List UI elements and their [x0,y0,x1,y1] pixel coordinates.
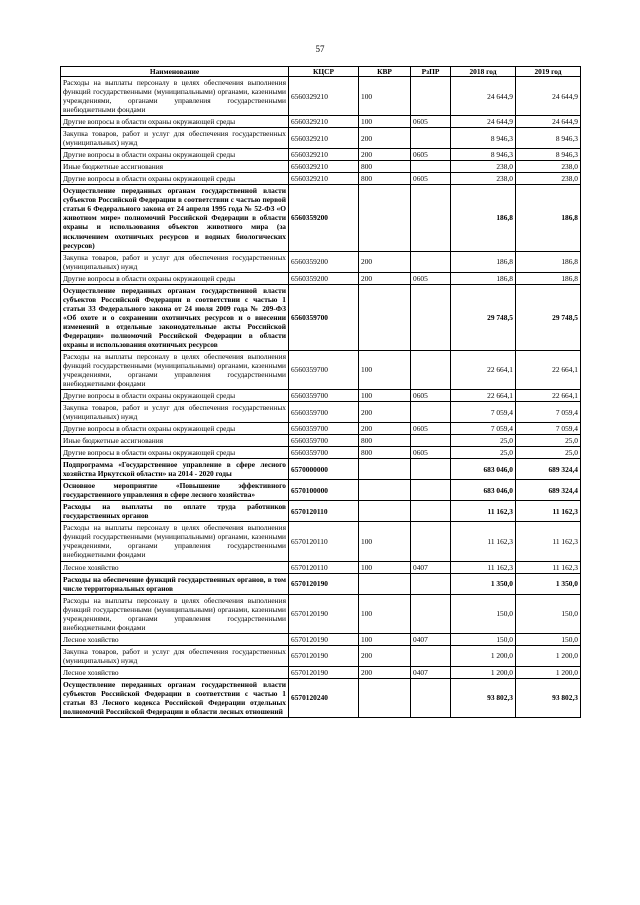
row-kvr: 100 [359,77,411,116]
row-kvr: 100 [359,561,411,573]
row-kvr [359,678,411,717]
row-kvr: 200 [359,272,411,284]
row-2019: 689 324,4 [516,480,581,501]
header-kvr: КВР [359,67,411,77]
table-row [61,447,581,459]
row-2018: 29 748,5 [451,284,516,350]
table-row [61,423,581,435]
row-kvr: 200 [359,128,411,149]
row-2019: 25,0 [516,435,581,447]
row-name: Расходы на выплаты по оплате труда работников государственных органов [61,501,289,522]
row-name: Осуществление переданных органам государственной власти субъектов Российской Федерации в соответствии с частью 1 статьи 33 Федерального закона от 24 июля 2009 года № 209-ФЗ «Об охоте и о сохранении охотничьих ресурсов и о внесении изменений в отдельные законодательные акты Российской Федерации» полномочий Российской Федерации в области охраны и использования охотничьих ресурсов [61,284,289,350]
row-kcsr: 6560359700 [289,402,359,423]
row-kvr: 100 [359,594,411,633]
row-2019: 238,0 [516,161,581,173]
row-name: Другие вопросы в области охраны окружающей среды [61,149,289,161]
table-row [61,390,581,402]
row-2019: 22 664,1 [516,390,581,402]
row-name: Осуществление переданных органам государственной власти субъектов Российской Федерации в соответствии с частью 1 статьи 83 Лесного кодекса Российской Федерации отдельных полномочий Российской Федерации в области лесных отношений [61,678,289,717]
row-2018: 150,0 [451,594,516,633]
row-kcsr: 6560329210 [289,116,359,128]
row-kcsr: 6560359200 [289,272,359,284]
row-name: Иные бюджетные ассигнования [61,435,289,447]
table-row [61,77,581,116]
table-row [61,501,581,522]
row-rzpr [411,161,451,173]
row-rzpr: 0605 [411,116,451,128]
table-row [61,173,581,185]
row-name: Закупка товаров, работ и услуг для обеспечения государственных (муниципальных) нужд [61,645,289,666]
row-2019: 22 664,1 [516,350,581,389]
row-name: Закупка товаров, работ и услуг для обеспечения государственных (муниципальных) нужд [61,402,289,423]
header-name: Наименование [61,67,289,77]
row-kvr: 100 [359,116,411,128]
row-2018: 1 200,0 [451,666,516,678]
header-kcsr: КЦСР [289,67,359,77]
row-2018: 22 664,1 [451,390,516,402]
row-rzpr [411,594,451,633]
row-rzpr [411,678,451,717]
row-rzpr [411,522,451,561]
table-row [61,149,581,161]
row-kvr [359,573,411,594]
table-row [61,116,581,128]
row-2019: 8 946,3 [516,128,581,149]
row-rzpr: 0605 [411,447,451,459]
row-2018: 25,0 [451,447,516,459]
row-2018: 24 644,9 [451,116,516,128]
row-2018: 1 200,0 [451,645,516,666]
row-2019: 7 059,4 [516,423,581,435]
table-row [61,435,581,447]
row-kcsr: 6570120190 [289,645,359,666]
row-name: Основное мероприятие «Повышение эффективного государственного управления в сфере лесного хозяйства» [61,480,289,501]
row-2019: 689 324,4 [516,459,581,480]
row-kvr: 100 [359,522,411,561]
row-rzpr [411,185,451,251]
row-name: Другие вопросы в области охраны окружающей среды [61,447,289,459]
table-row [61,645,581,666]
row-kvr: 800 [359,447,411,459]
row-2018: 238,0 [451,173,516,185]
row-rzpr: 0407 [411,561,451,573]
row-2019: 11 162,3 [516,501,581,522]
row-2018: 1 350,0 [451,573,516,594]
row-kcsr: 6570120110 [289,561,359,573]
row-kvr: 800 [359,173,411,185]
table-row [61,459,581,480]
row-name: Лесное хозяйство [61,561,289,573]
row-rzpr [411,573,451,594]
row-rzpr [411,284,451,350]
row-kcsr: 6570120190 [289,594,359,633]
row-kcsr: 6560359700 [289,390,359,402]
row-kcsr: 6560329210 [289,77,359,116]
row-2018: 8 946,3 [451,149,516,161]
row-kcsr: 6560359200 [289,185,359,251]
row-rzpr [411,480,451,501]
row-2018: 24 644,9 [451,77,516,116]
row-kvr [359,185,411,251]
table-row [61,573,581,594]
table-row [61,161,581,173]
row-2018: 25,0 [451,435,516,447]
row-rzpr [411,77,451,116]
row-2018: 7 059,4 [451,402,516,423]
row-2018: 93 802,3 [451,678,516,717]
row-rzpr [411,645,451,666]
row-2018: 238,0 [451,161,516,173]
row-name: Расходы на выплаты персоналу в целях обеспечения выполнения функций государственными (муниципальными) органами, казенными учреждениями, органами управления государственными внебюджетными фондами [61,522,289,561]
row-2019: 1 200,0 [516,666,581,678]
row-2019: 186,8 [516,272,581,284]
row-2019: 8 946,3 [516,149,581,161]
row-kvr: 100 [359,390,411,402]
row-2019: 29 748,5 [516,284,581,350]
row-rzpr [411,251,451,272]
row-2019: 238,0 [516,173,581,185]
row-kcsr: 6560359700 [289,423,359,435]
row-kvr: 200 [359,666,411,678]
row-rzpr: 0407 [411,666,451,678]
table-row [61,480,581,501]
row-kcsr: 6570120190 [289,666,359,678]
table-header-row [61,67,581,77]
row-2019: 25,0 [516,447,581,459]
row-kvr: 800 [359,435,411,447]
row-2018: 150,0 [451,633,516,645]
row-2019: 1 200,0 [516,645,581,666]
row-2019: 11 162,3 [516,561,581,573]
row-name: Другие вопросы в области охраны окружающей среды [61,173,289,185]
table-row [61,561,581,573]
row-kvr: 200 [359,251,411,272]
row-rzpr [411,128,451,149]
row-rzpr [411,350,451,389]
row-kcsr: 6560329210 [289,173,359,185]
row-name: Подпрограмма «Государственное управление в сфере лесного хозяйства Иркутской области» на 2014 - 2020 годы [61,459,289,480]
row-kcsr: 6560329210 [289,149,359,161]
row-kcsr: 6570120110 [289,501,359,522]
row-rzpr [411,459,451,480]
row-2018: 11 162,3 [451,522,516,561]
row-kcsr: 6560359700 [289,284,359,350]
row-2018: 8 946,3 [451,128,516,149]
table-row [61,678,581,717]
row-name: Другие вопросы в области охраны окружающей среды [61,423,289,435]
table-row [61,522,581,561]
row-rzpr: 0605 [411,272,451,284]
row-2018: 11 162,3 [451,501,516,522]
row-kcsr: 6570120190 [289,573,359,594]
row-kcsr: 6570120240 [289,678,359,717]
row-name: Расходы на выплаты персоналу в целях обеспечения выполнения функций государственными (муниципальными) органами, казенными учреждениями, органами управления государственными внебюджетными фондами [61,350,289,389]
row-2019: 150,0 [516,594,581,633]
header-rzpr: РзПР [411,67,451,77]
table-row [61,272,581,284]
row-name: Расходы на обеспечение функций государственных органов, в том числе территориальных органов [61,573,289,594]
row-name: Иные бюджетные ассигнования [61,161,289,173]
row-rzpr: 0605 [411,390,451,402]
row-rzpr: 0605 [411,423,451,435]
row-kvr: 200 [359,402,411,423]
row-2018: 186,8 [451,272,516,284]
row-kvr: 800 [359,161,411,173]
row-2019: 11 162,3 [516,522,581,561]
row-2018: 186,8 [451,185,516,251]
row-kcsr: 6570100000 [289,480,359,501]
page-number: 57 [315,44,325,54]
table-row [61,402,581,423]
row-2018: 22 664,1 [451,350,516,389]
row-2019: 1 350,0 [516,573,581,594]
table-row [61,128,581,149]
row-2019: 24 644,9 [516,116,581,128]
row-2019: 93 802,3 [516,678,581,717]
row-kcsr: 6560359700 [289,435,359,447]
row-rzpr: 0605 [411,149,451,161]
row-2018: 683 046,0 [451,459,516,480]
row-2019: 186,8 [516,251,581,272]
row-rzpr [411,402,451,423]
row-name: Осуществление переданных органам государственной власти субъектов Российской Федерации в соответствии с частью первой статьи 6 Федерального закона от 24 апреля 1995 года № 52-ФЗ «О животном мире» полномочий Российской Федерации в области охраны и использования объектов животного мира (за исключением охотничьих ресурсов и водных биологических ресурсов) [61,185,289,251]
row-2019: 150,0 [516,633,581,645]
header-2018: 2018 год [451,67,516,77]
row-kvr: 100 [359,633,411,645]
table-row [61,251,581,272]
header-2019: 2019 год [516,67,581,77]
row-name: Лесное хозяйство [61,666,289,678]
row-name: Закупка товаров, работ и услуг для обеспечения государственных (муниципальных) нужд [61,128,289,149]
table-row [61,350,581,389]
row-rzpr: 0407 [411,633,451,645]
row-name: Другие вопросы в области охраны окружающей среды [61,116,289,128]
row-kvr: 200 [359,423,411,435]
row-rzpr: 0605 [411,173,451,185]
table-row [61,594,581,633]
row-kvr [359,459,411,480]
row-2019: 24 644,9 [516,77,581,116]
table-row [61,185,581,251]
row-name: Расходы на выплаты персоналу в целях обеспечения выполнения функций государственными (муниципальными) органами, казенными учреждениями, органами управления государственными внебюджетными фондами [61,77,289,116]
row-kcsr: 6560329210 [289,128,359,149]
row-2019: 186,8 [516,185,581,251]
row-kcsr: 6570000000 [289,459,359,480]
row-2018: 11 162,3 [451,561,516,573]
row-name: Лесное хозяйство [61,633,289,645]
row-kvr: 200 [359,645,411,666]
row-kcsr: 6570120190 [289,633,359,645]
row-kvr [359,284,411,350]
row-rzpr [411,501,451,522]
budget-table [60,66,581,718]
table-row [61,633,581,645]
row-2018: 683 046,0 [451,480,516,501]
row-kvr [359,501,411,522]
row-name: Другие вопросы в области охраны окружающей среды [61,390,289,402]
row-2018: 186,8 [451,251,516,272]
row-kvr: 100 [359,350,411,389]
table-row [61,284,581,350]
row-2018: 7 059,4 [451,423,516,435]
table-row [61,666,581,678]
row-kcsr: 6560359700 [289,350,359,389]
row-kvr [359,480,411,501]
row-kcsr: 6560329210 [289,161,359,173]
row-kcsr: 6560359700 [289,447,359,459]
row-kcsr: 6570120110 [289,522,359,561]
row-2019: 7 059,4 [516,402,581,423]
row-rzpr [411,435,451,447]
row-kcsr: 6560359200 [289,251,359,272]
row-name: Другие вопросы в области охраны окружающей среды [61,272,289,284]
row-kvr: 200 [359,149,411,161]
row-name: Расходы на выплаты персоналу в целях обеспечения выполнения функций государственными (муниципальными) органами, казенными учреждениями, органами управления государственными внебюджетными фондами [61,594,289,633]
row-name: Закупка товаров, работ и услуг для обеспечения государственных (муниципальных) нужд [61,251,289,272]
